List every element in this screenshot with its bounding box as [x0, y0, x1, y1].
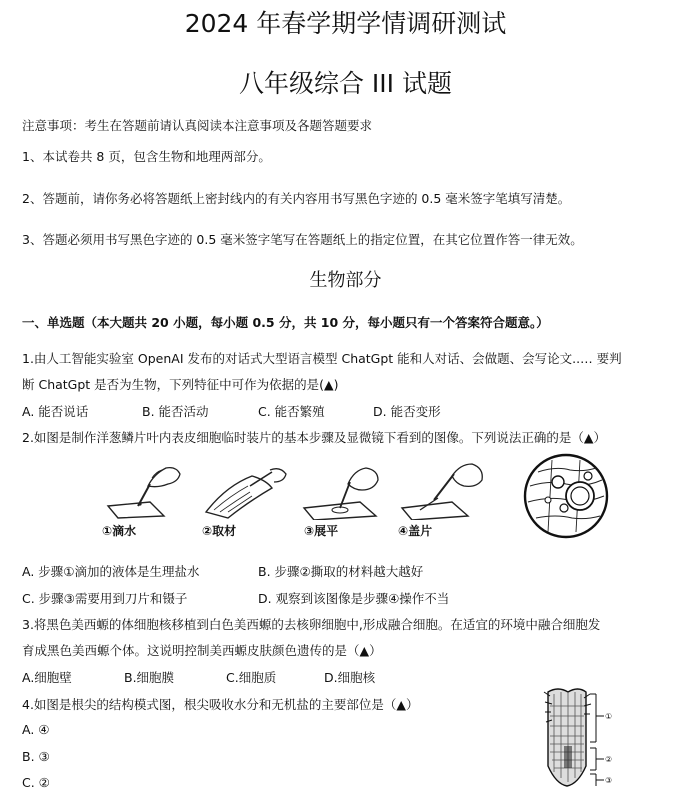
notice-heading: 注意事项：考生在答题前请认真阅读本注意事项及各题答题要求 — [22, 118, 373, 133]
root-label-3: ③ — [605, 776, 613, 785]
exam-subtitle: 八年级综合 III 试题 — [238, 69, 452, 98]
notice-item-3: 3、答题必须用书写黑色字迹的 0.5 毫米签字笔写在答题纸上的指定位置，在其它位置作答一律无效。 — [22, 232, 583, 247]
step3-flatten-illustration — [298, 462, 390, 520]
q3-option-a: A.细胞壁 — [22, 670, 72, 685]
root-label-2: ② — [605, 755, 613, 764]
q1-stem-line2: 断 ChatGpt 是否为生物，下列特征中可作为依据的是(▲) — [22, 377, 339, 392]
step4-cover-slip-illustration — [398, 460, 490, 520]
q3-option-b: B.细胞膜 — [124, 670, 175, 685]
q3-stem-line2: 育成黑色美西螈个体。这说明控制美西螈皮肤颜色遗传的是（▲） — [22, 643, 382, 658]
microscope-view-image — [522, 452, 610, 540]
notice-item-1: 1、本试卷共 8 页，包含生物和地理两部分。 — [22, 149, 271, 164]
q1-option-a: A. 能否说话 — [22, 404, 89, 419]
section-title-biology: 生物部分 — [309, 270, 382, 291]
q2-option-c: C. 步骤③需要用到刀片和镊子 — [22, 591, 188, 606]
q3-option-d: D.细胞核 — [324, 670, 376, 685]
q1-option-c: C. 能否繁殖 — [258, 404, 325, 419]
exam-title: 2024 年春学期学情调研测试 — [184, 9, 507, 38]
q1-stem-line1: 1.由人工智能实验室 OpenAI 发布的对话式大型语言模型 ChatGpt 能和人对话、会做题、会写论文..… 要判 — [22, 351, 622, 366]
q4-option-b: B. ③ — [22, 749, 50, 764]
q2-stem: 2.如图是制作洋葱鳞片叶内表皮细胞临时装片的基本步骤及显微镜下看到的图像。下列说法正确的是（▲） — [22, 430, 607, 445]
root-label-1: ① — [605, 712, 613, 721]
q1-option-b: B. 能否活动 — [142, 404, 209, 419]
step3-label: ③展平 — [304, 524, 339, 538]
step4-label: ④盖片 — [398, 524, 433, 538]
q2-option-a: A. 步骤①滴加的液体是生理盐水 — [22, 564, 200, 579]
q4-stem: 4.如图是根尖的结构模式图，根尖吸收水分和无机盐的主要部位是（▲） — [22, 697, 419, 712]
q3-option-c: C.细胞质 — [226, 670, 277, 685]
q4-option-a: A. ④ — [22, 722, 50, 737]
step2-take-material-illustration — [200, 464, 290, 520]
q1-option-d: D. 能否变形 — [373, 404, 441, 419]
q2-option-b: B. 步骤②撕取的材料越大越好 — [258, 564, 424, 579]
step2-label: ②取材 — [202, 524, 237, 538]
step1-drop-water-illustration — [100, 458, 188, 520]
notice-item-2: 2、答题前，请你务必将答题纸上密封线内的有关内容用书写黑色字迹的 0.5 毫米签字笔填写清楚。 — [22, 191, 571, 206]
part1-heading: 一、单选题（本大题共 20 小题，每小题 0.5 分，共 10 分，每小题只有一个答案符合题意。） — [22, 315, 549, 330]
root-tip-diagram — [540, 686, 620, 788]
q4-option-c: C. ② — [22, 775, 50, 790]
step1-label: ①滴水 — [102, 524, 137, 538]
q3-stem-line1: 3.将黑色美西螈的体细胞核移植到白色美西螈的去核卵细胞中,形成融合细胞。在适宜的环境中融合细胞发 — [22, 617, 601, 632]
q2-option-d: D. 观察到该图像是步骤④操作不当 — [258, 591, 450, 606]
